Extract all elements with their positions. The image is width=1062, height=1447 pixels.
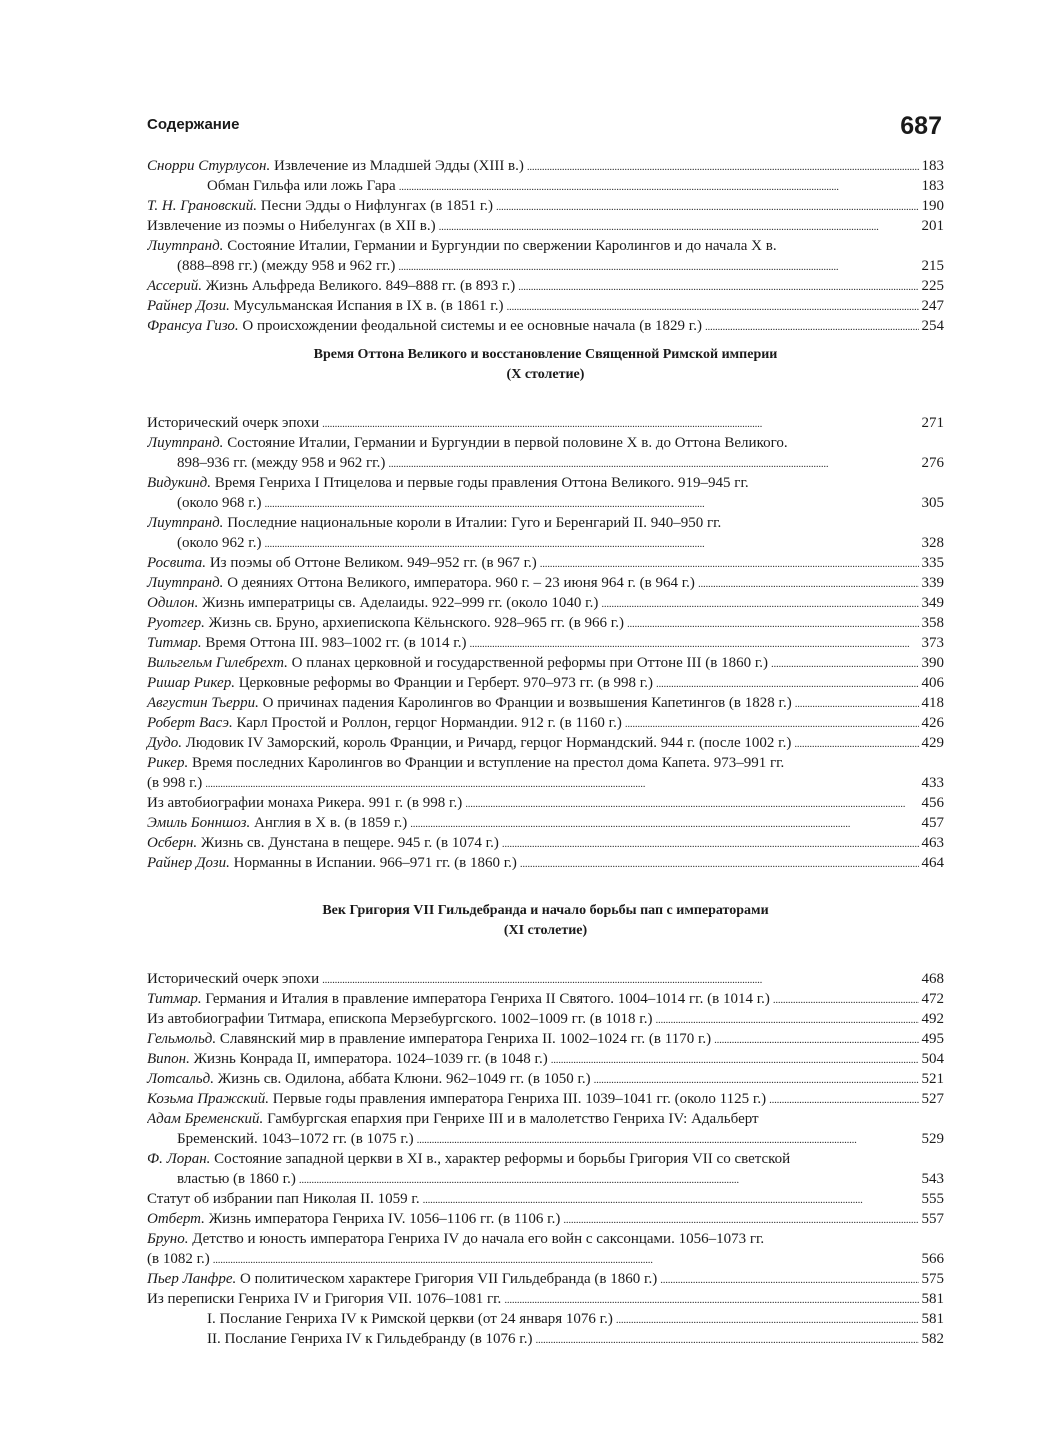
leader-dots [417, 1129, 919, 1150]
entry-text [147, 1089, 766, 1109]
leader-dots [518, 276, 918, 297]
entry-page-number: 390 [921, 655, 944, 671]
entry-author: Руотгер. [147, 615, 205, 631]
entry-title: Статут об избрании пап Николая II. 1059 г. [147, 1191, 420, 1207]
entry-text [147, 633, 467, 653]
toc-entry[interactable] [147, 413, 944, 433]
entry-title: Церковные реформы во Франции и Герберт. 970–973 гг. (в 998 г.) [234, 675, 653, 691]
toc-entry[interactable] [147, 1049, 944, 1069]
entry-page-number: 504 [921, 1051, 944, 1067]
entry-text [207, 1329, 532, 1349]
entry-page-number: 339 [921, 575, 944, 591]
leader-dots [714, 1029, 918, 1050]
entry-author: Пьер Ланфре. [147, 1271, 237, 1287]
entry-author: Рикер. [147, 755, 189, 771]
toc-entry[interactable] [147, 793, 944, 813]
section-heading-xi-century [147, 901, 944, 941]
toc-entry[interactable] [147, 236, 944, 276]
toc-entry[interactable] [147, 553, 944, 573]
entry-text [147, 833, 499, 853]
leader-dots [502, 833, 919, 854]
entry-title: Жизнь св. Дунстана в пещере. 945 г. (в 1074 г.) [197, 835, 499, 851]
toc-entry[interactable] [147, 1089, 944, 1109]
entry-text [147, 733, 791, 753]
entry-title: Извлечение из поэмы о Нибелунгах (в XII в.) [147, 218, 436, 234]
entry-title: Англия в X в. (в 1859 г.) [250, 815, 408, 831]
leader-dots [656, 1009, 919, 1030]
entry-page-number: 406 [921, 675, 944, 691]
entry-title: Последние национальные короли в Италии: Гуго и Беренгарий II. 940–950 гг. [223, 515, 722, 531]
entry-title: Жизнь императрицы св. Аделаиды. 922–999 гг. (около 1040 г.) [198, 595, 599, 611]
entry-title: Славянский мир в правление императора Генриха II. 1002–1024 гг. (в 1170 г.) [216, 1031, 712, 1047]
entry-page-number: 373 [921, 635, 944, 651]
leader-dots [771, 653, 918, 674]
leader-dots [504, 1289, 918, 1310]
leader-dots [540, 553, 919, 574]
entry-author: Ришар Рикер. [147, 675, 235, 691]
entry-title: Состояние Италии, Германии и Бургундии по свержении Каролингов и до начала X в. [223, 238, 777, 254]
leader-dots [507, 296, 919, 317]
toc-entry[interactable] [147, 296, 944, 316]
entry-page-number: 183 [921, 158, 944, 174]
entry-page-number: 225 [921, 278, 944, 294]
leader-dots [265, 493, 919, 514]
entry-title: Исторический очерк эпохи [147, 415, 320, 431]
entry-text [147, 713, 622, 733]
toc-entry[interactable] [147, 276, 944, 296]
entry-title-continuation: (около 962 г.) [177, 535, 262, 551]
leader-dots [563, 1209, 918, 1230]
entry-title: Исторический очерк эпохи [147, 971, 320, 987]
entry-author: Адам Бременский. [147, 1111, 264, 1127]
leader-dots [398, 256, 918, 277]
entry-text [147, 1209, 560, 1229]
leader-dots [698, 573, 919, 594]
leader-dots [439, 216, 919, 237]
entry-page-number: 215 [921, 258, 944, 274]
leader-dots [535, 1329, 918, 1350]
entry-author: Дудо. [147, 735, 182, 751]
toc-entry[interactable] [147, 653, 944, 673]
section-subtitle: (X столетие) [506, 367, 585, 382]
entry-author: Видукинд. [147, 475, 212, 491]
entry-text [147, 1069, 591, 1089]
leader-dots [213, 1249, 919, 1270]
entry-text [207, 1309, 613, 1329]
entry-title-continuation: Бременский. 1043–1072 гг. (в 1075 г.) [177, 1131, 414, 1147]
entry-title: Время Генриха I Птицелова и первые годы правления Оттона Великого. 919–945 гг. [211, 475, 749, 491]
entry-title: Из переписки Генриха IV и Григория VII. 1076–1081 гг. [147, 1291, 502, 1307]
entry-page-number: 276 [921, 455, 944, 471]
entry-author: Франсуа Гизо. [147, 318, 239, 334]
section-subtitle: (XI столетие) [503, 923, 588, 938]
toc-entry[interactable] [147, 196, 944, 216]
entry-author: Лиутпранд. [147, 575, 224, 591]
toc-entry[interactable] [147, 613, 944, 633]
entry-author: Лиутпранд. [147, 238, 224, 254]
entry-page-number: 575 [921, 1271, 944, 1287]
entry-title: Мусульманская Испания в IX в. (в 1861 г.) [229, 298, 504, 314]
leader-dots [769, 1089, 918, 1110]
entry-title-continuation: властью (в 1860 г.) [177, 1171, 296, 1187]
entry-title: Состояние Италии, Германии и Бургундии в первой половине X в. до Оттона Великого. [223, 435, 788, 451]
toc-entry[interactable] [147, 673, 944, 693]
toc-entry[interactable] [147, 833, 944, 853]
toc-entry[interactable] [147, 593, 944, 613]
toc-entry[interactable] [147, 1269, 944, 1289]
entry-page-number: 464 [921, 855, 944, 871]
toc-entry[interactable] [147, 1009, 944, 1029]
toc-entry[interactable] [147, 969, 944, 989]
entry-page-number: 418 [921, 695, 944, 711]
toc-entry[interactable] [147, 1029, 944, 1049]
entry-text [147, 276, 515, 296]
entry-page-number: 335 [921, 555, 944, 571]
leader-dots [773, 989, 919, 1010]
leader-dots [470, 633, 919, 654]
entry-author: Роберт Васэ. [147, 715, 233, 731]
entry-author: Снорри Стурлусон. [147, 158, 271, 174]
entry-text [147, 1049, 548, 1069]
entry-page-number: 468 [921, 971, 944, 987]
toc-entry[interactable] [147, 1069, 944, 1089]
table-of-contents [147, 156, 944, 1349]
entry-title: Людовик IV Заморский, король Франции, и Ричард, герцог Нормандский. 944 г. (после 1002 г.) [182, 735, 792, 751]
leader-dots [299, 1169, 919, 1190]
toc-entry[interactable] [147, 1329, 944, 1349]
toc-entry[interactable] [147, 176, 944, 196]
leader-dots [551, 1049, 919, 1070]
entry-page-number: 328 [921, 535, 944, 551]
entry-title: Из автобиографии Титмара, епископа Мерзебургского. 1002–1009 гг. (в 1018 г.) [147, 1011, 653, 1027]
entry-page-number: 521 [921, 1071, 944, 1087]
leader-dots [616, 1309, 919, 1330]
leader-dots [388, 453, 918, 474]
entry-page-number: 433 [921, 775, 944, 791]
entry-title-continuation: 898–936 гг. (между 958 и 962 гг.) [177, 455, 386, 471]
entry-page-number: 183 [921, 178, 944, 194]
entry-text [147, 593, 598, 613]
leader-dots [423, 1189, 919, 1210]
entry-text [147, 793, 462, 813]
toc-entry[interactable] [147, 473, 944, 513]
entry-page-number: 492 [921, 1011, 944, 1027]
entry-title: II. Послание Генриха IV к Гильдебранду (в 1076 г.) [207, 1331, 533, 1347]
leader-dots [601, 593, 918, 614]
entry-page-number: 527 [921, 1091, 944, 1107]
leader-dots [205, 773, 918, 794]
entry-title: Из автобиографии монаха Рикера. 991 г. (в 998 г.) [147, 795, 463, 811]
entry-page-number: 201 [921, 218, 944, 234]
entry-text [147, 693, 792, 713]
leader-dots [520, 853, 919, 874]
entry-text [147, 216, 436, 236]
toc-entry[interactable] [147, 633, 944, 653]
entry-title: Жизнь Конрада II, императора. 1024–1039 гг. (в 1048 г.) [189, 1051, 548, 1067]
leader-dots [594, 1069, 919, 1090]
entry-page-number: 271 [921, 415, 944, 431]
entry-author: Гельмольд. [147, 1031, 217, 1047]
page-number: 687 [900, 112, 942, 140]
entry-page-number: 566 [921, 1251, 944, 1267]
leader-dots [465, 793, 918, 814]
entry-title: Жизнь св. Бруно, архиепископа Кёльнского. 928–965 гг. (в 966 г.) [204, 615, 625, 631]
toc-entry[interactable] [147, 1209, 944, 1229]
leader-dots [627, 613, 918, 634]
leader-dots [656, 673, 919, 694]
entry-page-number: 247 [921, 298, 944, 314]
entry-title: Время Оттона III. 983–1002 гг. (в 1014 г.) [201, 635, 467, 651]
toc-block-2 [147, 413, 944, 873]
entry-author: Райнер Дози. [147, 855, 230, 871]
entry-page-number: 557 [921, 1211, 944, 1227]
entry-author: Осберн. [147, 835, 198, 851]
entry-page-number: 555 [921, 1191, 944, 1207]
entry-title: Обман Гильфа или ложь Гара [207, 178, 396, 194]
entry-page-number: 456 [921, 795, 944, 811]
entry-page-number: 582 [921, 1331, 944, 1347]
entry-author: Т. Н. Грановский. [147, 198, 258, 214]
entry-author: Ассерий. [147, 278, 202, 294]
toc-entry[interactable] [147, 156, 944, 176]
toc-entry[interactable] [147, 433, 944, 473]
entry-page-number: 305 [921, 495, 944, 511]
entry-author: Росвита. [147, 555, 207, 571]
entry-title-continuation: (в 1082 г.) [147, 1251, 210, 1267]
entry-title-continuation: (в 998 г.) [147, 775, 203, 791]
entry-title: О политическом характере Григория VII Гильдебранда (в 1860 г.) [236, 1271, 658, 1287]
entry-text [147, 653, 768, 673]
entry-page-number: 358 [921, 615, 944, 631]
entry-author: Эмиль Бонншоз. [147, 815, 251, 831]
entry-title: О причинах падения Каролингов во Франции и возвышения Капетингов (в 1828 г.) [258, 695, 792, 711]
toc-entry[interactable] [147, 1309, 944, 1329]
toc-entry[interactable] [147, 1149, 944, 1189]
toc-entry[interactable] [147, 1109, 944, 1149]
toc-entry[interactable] [147, 1229, 944, 1269]
leader-dots [399, 176, 919, 197]
toc-entry[interactable] [147, 513, 944, 553]
toc-entry[interactable] [147, 1289, 944, 1309]
section-title: Время Оттона Великого и восстановление Священной Римской империи [313, 347, 778, 362]
entry-author: Вильгельм Гилебрехт. [147, 655, 288, 671]
leader-dots [705, 316, 919, 337]
entry-title-continuation: (888–898 гг.) (между 958 и 962 гг.) [177, 258, 396, 274]
leader-dots [660, 1269, 918, 1290]
entry-page-number: 529 [921, 1131, 944, 1147]
entry-title: Германия и Италия в правление императора Генриха II Святого. 1004–1014 гг. (в 1014 г.) [201, 991, 770, 1007]
entry-title: Карл Простой и Роллон, герцог Нормандии. 912 г. (в 1160 г.) [232, 715, 622, 731]
entry-text [147, 989, 770, 1009]
leader-dots [625, 713, 919, 734]
entry-page-number: 457 [921, 815, 944, 831]
entry-author: Ф. Лоран. [147, 1151, 211, 1167]
toc-block-1 [147, 156, 944, 336]
entry-title: Норманны в Испании. 966–971 гг. (в 1860 г.) [229, 855, 517, 871]
running-header-title: Содержание [147, 116, 240, 133]
entry-title: Состояние западной церкви в XI в., характер реформы и борьбы Григория VII со светской [210, 1151, 791, 1167]
entry-text [147, 1269, 657, 1289]
entry-title: Детство и юность императора Генриха IV до начала его войн с саксонцами. 1056–1073 гг. [188, 1231, 765, 1247]
entry-text [147, 1009, 653, 1029]
leader-dots [322, 413, 918, 434]
entry-author: Бруно. [147, 1231, 189, 1247]
entry-title: Извлечение из Младшей Эдды (XIII в.) [270, 158, 524, 174]
entry-author: Титмар. [147, 991, 202, 1007]
entry-text [147, 553, 537, 573]
entry-author: Козьма Пражский. [147, 1091, 270, 1107]
section-heading-x-century [147, 345, 944, 385]
entry-page-number: 254 [921, 318, 944, 334]
entry-text [147, 573, 695, 593]
entry-text [147, 969, 319, 989]
toc-entry[interactable] [147, 1189, 944, 1209]
entry-text [147, 196, 493, 216]
entry-author: Райнер Дози. [147, 298, 230, 314]
entry-author: Августин Тьерри. [147, 695, 259, 711]
entry-text [147, 1029, 711, 1049]
entry-page-number: 495 [921, 1031, 944, 1047]
entry-author: Одилон. [147, 595, 199, 611]
entry-title: Жизнь императора Генриха IV. 1056–1106 гг. (в 1106 г.) [204, 1211, 561, 1227]
entry-title: I. Послание Генриха IV к Римской церкви (от 24 января 1076 г.) [207, 1311, 613, 1327]
entry-title: О планах церковной и государственной реформы при Оттоне III (в 1860 г.) [287, 655, 769, 671]
leader-dots [322, 969, 918, 990]
entry-page-number: 543 [921, 1171, 944, 1187]
entry-text [147, 813, 407, 833]
entry-text [147, 1189, 420, 1209]
leader-dots [410, 813, 918, 834]
toc-entry[interactable] [147, 216, 944, 236]
leader-dots [265, 533, 919, 554]
entry-text [147, 296, 504, 316]
entry-page-number: 349 [921, 595, 944, 611]
entry-text [147, 613, 624, 633]
toc-block-3 [147, 969, 944, 1349]
entry-author: Випон. [147, 1051, 190, 1067]
entry-text [147, 673, 653, 693]
entry-page-number: 581 [921, 1291, 944, 1307]
entry-page-number: 426 [921, 715, 944, 731]
entry-title: Из поэмы об Оттоне Великом. 949–952 гг. (в 967 г.) [206, 555, 537, 571]
toc-entry[interactable] [147, 753, 944, 793]
entry-text [147, 413, 319, 433]
entry-page-number: 190 [921, 198, 944, 214]
toc-entry[interactable] [147, 573, 944, 593]
toc-entry[interactable] [147, 733, 944, 753]
entry-text [207, 176, 396, 196]
entry-author: Лотсальд. [147, 1071, 214, 1087]
toc-entry[interactable] [147, 813, 944, 833]
entry-author: Лиутпранд. [147, 435, 224, 451]
leader-dots [496, 196, 918, 217]
entry-page-number: 581 [921, 1311, 944, 1327]
entry-title: Жизнь св. Одилона, аббата Клюни. 962–1049 гг. (в 1050 г.) [213, 1071, 591, 1087]
entry-author: Отберт. [147, 1211, 205, 1227]
toc-entry[interactable] [147, 989, 944, 1009]
leader-dots [794, 733, 918, 754]
toc-entry[interactable] [147, 316, 944, 336]
leader-dots [527, 156, 919, 177]
entry-text [147, 1289, 501, 1309]
entry-title: Первые годы правления императора Генриха III. 1039–1041 гг. (около 1125 г.) [269, 1091, 767, 1107]
entry-title-continuation: (около 968 г.) [177, 495, 262, 511]
toc-entry[interactable] [147, 853, 944, 873]
entry-page-number: 472 [921, 991, 944, 1007]
toc-entry[interactable] [147, 713, 944, 733]
entry-title: О деяниях Оттона Великого, императора. 960 г. – 23 июня 964 г. (в 964 г.) [223, 575, 695, 591]
entry-page-number: 429 [921, 735, 944, 751]
entry-title: Жизнь Альфреда Великого. 849–888 гг. (в 893 г.) [201, 278, 516, 294]
leader-dots [795, 693, 919, 714]
entry-text [147, 853, 517, 873]
toc-entry[interactable] [147, 693, 944, 713]
entry-text [147, 156, 524, 176]
entry-title: Гамбургская епархия при Генрихе III и в малолетство Генриха IV: Адальберт [263, 1111, 759, 1127]
entry-author: Титмар. [147, 635, 202, 651]
entry-title: О происхождении феодальной системы и ее основные начала (в 1829 г.) [238, 318, 702, 334]
section-title: Век Григория VII Гильдебранда и начало борьбы пап с императорами [322, 903, 769, 918]
entry-title: Песни Эдды о Нифлунгах (в 1851 г.) [257, 198, 494, 214]
entry-title: Время последних Каролингов во Франции и вступление на престол дома Капета. 973–991 гг. [188, 755, 785, 771]
entry-text [147, 316, 702, 336]
entry-author: Лиутпранд. [147, 515, 224, 531]
entry-page-number: 463 [921, 835, 944, 851]
